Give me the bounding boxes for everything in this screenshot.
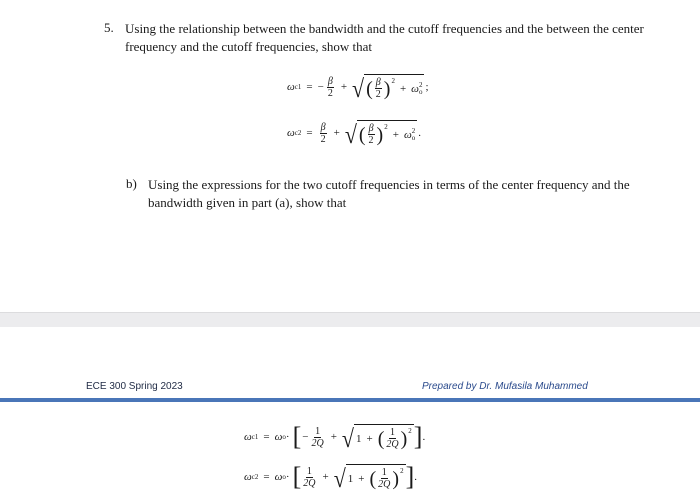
radicand [364,74,424,100]
fraction-1-over-2q [378,467,390,490]
dot: · [285,471,290,483]
radicand [357,120,417,146]
footer-rule [0,398,700,402]
right-bracket: ] [405,462,415,491]
equals-sign: = [306,127,313,139]
subscript: o [411,133,416,142]
radicand [346,464,406,490]
plus-sign: + [399,82,407,95]
radical-sign-icon: √ [352,74,365,103]
equation-wc2-q [244,462,417,493]
plus-sign: + [358,472,365,485]
radical-sign-icon: √ [341,424,354,453]
part-b-label: b) [126,176,137,191]
left-bracket: [ [292,422,302,451]
fraction-beta-over-2 [320,122,327,145]
denominator: 2Q [311,437,324,449]
dot: · [285,431,290,443]
denominator: 2 [375,89,381,100]
omega-symbol: ω [244,471,252,483]
fraction-1-over-2q [303,466,315,489]
exponent: 2 [400,467,404,475]
superscript: 2 [418,80,423,89]
period: . [418,127,421,139]
exponent: 2 [391,77,395,85]
right-paren: ) [392,467,400,490]
plus-sign: + [366,432,373,445]
right-paren: ) [383,77,391,100]
minus-sign: − [302,431,309,443]
omega-symbol: ω [287,81,295,93]
fraction-beta-over-2 [375,77,382,100]
numerator: 1 [315,425,321,437]
equation-wc1-q [244,422,426,453]
numerator: 1 [306,465,312,477]
period: . [414,471,417,483]
subscript: c1 [251,433,259,441]
one: 1 [355,432,362,445]
plus-sign: + [392,128,399,141]
omega-symbol: ω [411,82,419,95]
subscript: c2 [251,473,259,481]
numerator: β [320,121,326,133]
radical-sign-icon: √ [344,120,357,149]
subscript: o [282,473,286,481]
part-b-text: Using the expressions for the two cutoff frequencies in terms of the center frequency and the bandwidth given in part (a), show that [148,177,630,210]
equation-wc1 [287,74,429,103]
denominator: 2 [327,87,333,99]
plus-sign: + [333,127,340,139]
sub-sup [412,128,416,142]
numerator: 1 [389,427,395,438]
radical-sign-icon: √ [333,464,346,493]
numerator: β [368,123,374,134]
footer-author: Prepared by Dr. Mufasila Muhammed [422,381,588,392]
denominator: 2Q [378,479,391,490]
plus-sign: + [322,471,329,483]
numerator: β [375,77,381,88]
question-text: Using the relationship between the bandwidth and the cutoff frequencies and the between the center frequency and the cutoff frequencies, show that [125,21,644,54]
square-root [333,464,406,493]
square-root [344,120,417,149]
omega-symbol: ω [403,128,412,141]
right-bracket: ] [413,422,423,451]
one: 1 [347,472,354,485]
left-paren: ( [366,77,373,100]
omega-symbol: ω [287,127,295,139]
left-paren: ( [369,467,377,490]
subscript: o [282,433,286,441]
period: . [422,431,426,443]
semicolon: ; [425,81,429,93]
left-paren: ( [358,123,366,146]
left-bracket: [ [292,462,302,491]
equals-sign: = [263,431,270,443]
radicand [354,424,414,450]
page-break-band [0,312,700,328]
plus-sign: + [340,81,348,93]
equals-sign: = [263,471,270,483]
minus-sign: − [317,81,324,93]
right-paren: ) [400,427,408,450]
exponent: 2 [384,123,388,131]
equation-wc2 [287,120,421,149]
omega-symbol: ω [244,431,252,443]
denominator: 2 [368,135,374,146]
right-paren: ) [376,123,384,146]
question-number: 5. [104,20,114,35]
square-root [352,74,424,103]
numerator: β [327,75,333,87]
fraction-1-over-2q [386,427,398,450]
exponent: 2 [408,427,412,435]
left-paren: ( [377,427,385,450]
fraction-1-over-2q [311,426,323,449]
footer-course: ECE 300 Spring 2023 [86,381,183,392]
denominator: 2Q [386,439,399,450]
subscript: c2 [294,129,302,137]
subscript: c1 [294,83,302,91]
numerator: 1 [381,467,387,478]
square-root [341,424,414,453]
superscript: 2 [411,126,416,135]
fraction-beta-over-2 [327,76,334,99]
omega-symbol: ω [274,431,283,443]
denominator: 2 [320,133,326,145]
subscript: o [418,87,423,96]
equals-sign: = [306,81,313,93]
plus-sign: + [330,431,337,443]
omega-symbol: ω [274,471,283,483]
fraction-beta-over-2 [368,123,375,146]
denominator: 2Q [303,477,316,489]
sub-sup [419,82,423,96]
